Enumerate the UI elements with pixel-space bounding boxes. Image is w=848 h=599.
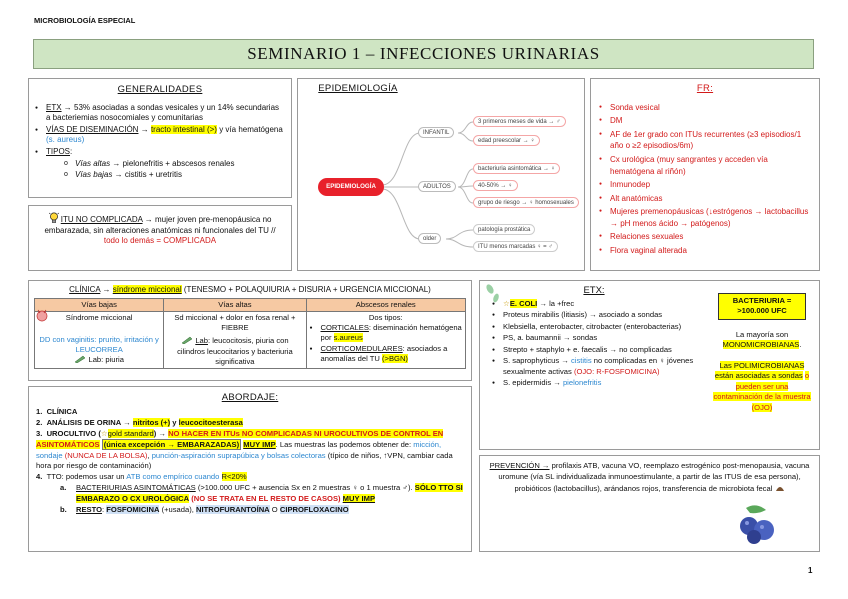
list-item: ● AF de 1er grado con ITUs recurrentes (≥3 episodios/1 año o ≥2 episodios/6m): [599, 129, 811, 152]
table-header: Vías altas: [164, 298, 306, 311]
mindmap-branch-infantil: INFANTIL: [418, 127, 454, 138]
list-item: ● CORTICOMEDULARES: asociados a anomalías del TU (>BGN): [310, 344, 462, 364]
mindmap-branch-adultos: ADULTOS: [418, 181, 456, 192]
list-item: ● Relaciones sexuales: [599, 231, 811, 243]
mindmap-root: EPIDEMIOLOGÍA: [318, 178, 384, 196]
generalidades-list: [35, 103, 285, 181]
abordaje-item-2: 2. ANÁLISIS DE ORINA → nitritos (+) y leucocitoesterasa: [36, 418, 243, 428]
list-item: ● S. saprophyticus → cistitis no complicadas en ♀ jóvenes sexualmente activas (OJO: R-FOSFOMICINA): [492, 356, 708, 377]
pencil-icon: [74, 355, 86, 366]
page-header: MICROBIOLOGÍA ESPECIAL: [34, 16, 136, 25]
bacteriuria-poly: Las POLIMICROBIANAS están asociadas a sondas o pueden ser una contaminación de la muestra (OJO): [713, 360, 811, 412]
tipo-item: o Vías altas → pielonefritis + abscesos renales: [64, 159, 285, 170]
list-item: ● PS, a. baumannii → sondas: [492, 333, 708, 343]
fr-list: [599, 102, 811, 257]
abordaje-sub-b: b. RESTO: FOSFOMICINA (+usada), NITROFURANTOÍNA O CIPROFLOXACINO: [60, 504, 349, 514]
abordaje-item-3: 3. UROCULTIVO (☆gold standard) → NO HACER EN ITUs NO COMPLICADAS NI UROCULTIVOS DE CONTROL EN ASINTOMÁTICOS (única excepción → EMBARAZADAS) MUY IMP. Las muestras las podemos obtener de: micción, sondaje (NUNCA DE LA BOLSA), punción-aspiración suprapúbica y bolsas colectoras (típico de niños, ↑VPN, cambiar cada hora por riesgo de contaminación): [36, 429, 453, 471]
lab-row: Lab: piuria: [38, 355, 160, 366]
fr-box: [590, 78, 820, 271]
table-cell: Síndrome miccional DD con vaginitis: prurito, irritación y LEUCORREA Lab: piuria: [35, 311, 164, 368]
bacteriuria-text: La mayoría son MONOMICROBIANAS.: [722, 329, 802, 350]
abordaje-item-4: 4. TTO: podemos usar un ATB como empírico cuando R<20%: [36, 472, 247, 482]
star-icon: ☆: [503, 299, 510, 308]
list-item: ● DM: [599, 115, 811, 127]
clinica-header: CLÍNICA → síndrome miccional (TENESMO + POLAQUIURIA + DISURIA + URGENCIA MICCIONAL): [69, 285, 431, 294]
title-banner: [33, 39, 814, 69]
table-cell: Sd miccional + dolor en fosa renal + FIEBRE Lab: leucocitosis, piuria con cilindros leucocitarios y bacteriuria significativa: [164, 311, 306, 368]
list-item: ● Klebsiella, enterobacter, citrobacter (enterobacterias): [492, 322, 708, 332]
table-cell: Dos tipos: ● CORTICALES: diseminación hematógena por s.aureus ● CORTICOMEDULARES: asociados a anomalías del TU (>BGN): [306, 311, 465, 368]
poop-icon: [775, 484, 785, 495]
prevencion-box: PREVENCIÓN → profilaxis ATB, vacuna VO, reemplazo estrogénico post-menopausia, vacuna uromune (vía SL individualizada inmunoestimulante, a partir de las ITUS de esa persona), probióticos (lactobacillus), arándanos rojos, transferencia de microbiota fecal: [479, 455, 820, 552]
clinica-box: [28, 280, 472, 381]
bacteriuria-title: BACTERIURIA = >100.000 UFC: [718, 293, 806, 320]
star-icon: ☆: [100, 429, 108, 439]
page-title: SEMINARIO 1 – INFECCIONES URINARIAS: [247, 44, 600, 63]
list-item: ● Cx urológica (muy sangrantes y acceden vía hematógena al riñón): [599, 154, 811, 177]
clinica-table: [34, 298, 466, 369]
list-item: ● S. epidermidis → pielonefritis: [492, 378, 708, 388]
list-item: ● ☆E. COLI → la +frec: [492, 299, 708, 309]
abordaje-box: [28, 386, 472, 552]
list-item: ● ETX → 53% asociadas a sondas vesicales y un 14% secundarias a bacteriemias nosocomiales y comunitarias: [35, 103, 285, 124]
table-header: Vías bajas: [35, 298, 164, 311]
abordaje-title: ABORDAJE:: [221, 392, 279, 403]
list-item: ● VÍAS DE DISEMINACIÓN → tracto intestinal (>) y vía hematógena (s. aureus): [35, 125, 285, 146]
bacteriuria-panel: [712, 293, 812, 413]
bladder-icon: [35, 308, 49, 325]
pencil-icon: [181, 336, 193, 347]
abordaje-sub-a: a. BACTERIURIAS ASINTOMÁTICAS (>100.000 UFC + ausencia Sx en 2 muestras ♀ o 1 muestra ♂). SÓLO TTO SI EMBARAZO O CX UROLÓGICA (NO SE TRATA EN EL RESTO DE CASOS) MUY IMP: [60, 482, 463, 503]
list-item: ● Proteus mirabilis (litiasis) → asociado a sondas: [492, 310, 708, 320]
list-item: ● Flora vaginal alterada: [599, 245, 811, 257]
list-item: ● TIPOS: o Vías altas → pielonefritis + abscesos renales o Vías bajas → cistitis + uretritis: [35, 147, 285, 181]
epidemiologia-box: [297, 78, 585, 271]
fr-title: FR:: [696, 83, 714, 94]
generalidades-box: [28, 78, 292, 198]
list-item: ● CORTICALES: diseminación hematógena por s.aureus: [310, 323, 462, 343]
mindmap-leaf: grupo de riesgo → ♀ homosexuales: [473, 197, 579, 208]
mindmap-leaf: 3 primeros meses de vida → ♂: [473, 116, 566, 127]
etx-list: [492, 299, 708, 390]
list-item: ● Alt anatómicas: [599, 193, 811, 205]
list-item: ● Strepto + staphylo + e. faecalis → no complicadas: [492, 345, 708, 355]
mindmap-leaf: ITU menos marcadas ♀ = ♂: [473, 241, 558, 252]
list-item: ● Mujeres premenopáusicas (↓estrógenos → lactobacillus → pH menos ácido → patógenos): [599, 206, 811, 229]
epidemiologia-title: EPIDEMIOLOGÍA: [318, 83, 398, 94]
tipo-item: o Vías bajas → cistitis + uretritis: [64, 170, 285, 181]
mindmap-leaf: patología prostática: [473, 224, 535, 235]
page-number: 1: [808, 566, 813, 575]
blueberries-icon: [736, 504, 780, 550]
abordaje-item-1: 1. CLÍNICA: [36, 407, 78, 417]
table-header: Abscesos renales: [306, 298, 465, 311]
etx-box: [479, 280, 820, 450]
generalidades-title: GENERALIDADES: [117, 84, 203, 95]
mindmap-leaf: edad preescolar → ♀: [473, 135, 540, 146]
list-item: ● Inmunodep: [599, 179, 811, 191]
mindmap-leaf: bacteriuria asintomática → ♀: [473, 163, 560, 174]
mindmap-leaf: 40-50% → ♀: [473, 180, 518, 191]
list-item: ● Sonda vesical: [599, 102, 811, 114]
mindmap-branch-older: older: [418, 233, 441, 244]
lightbulb-icon: [49, 212, 59, 224]
etx-title: ETX:: [583, 285, 605, 296]
itu-box: ITU NO COMPLICADA → mujer joven pre-menopáusica no embarazada, sin alteraciones anatómicas ni funcionales del TU // todo lo demás = COMPLICADA: [28, 205, 292, 271]
